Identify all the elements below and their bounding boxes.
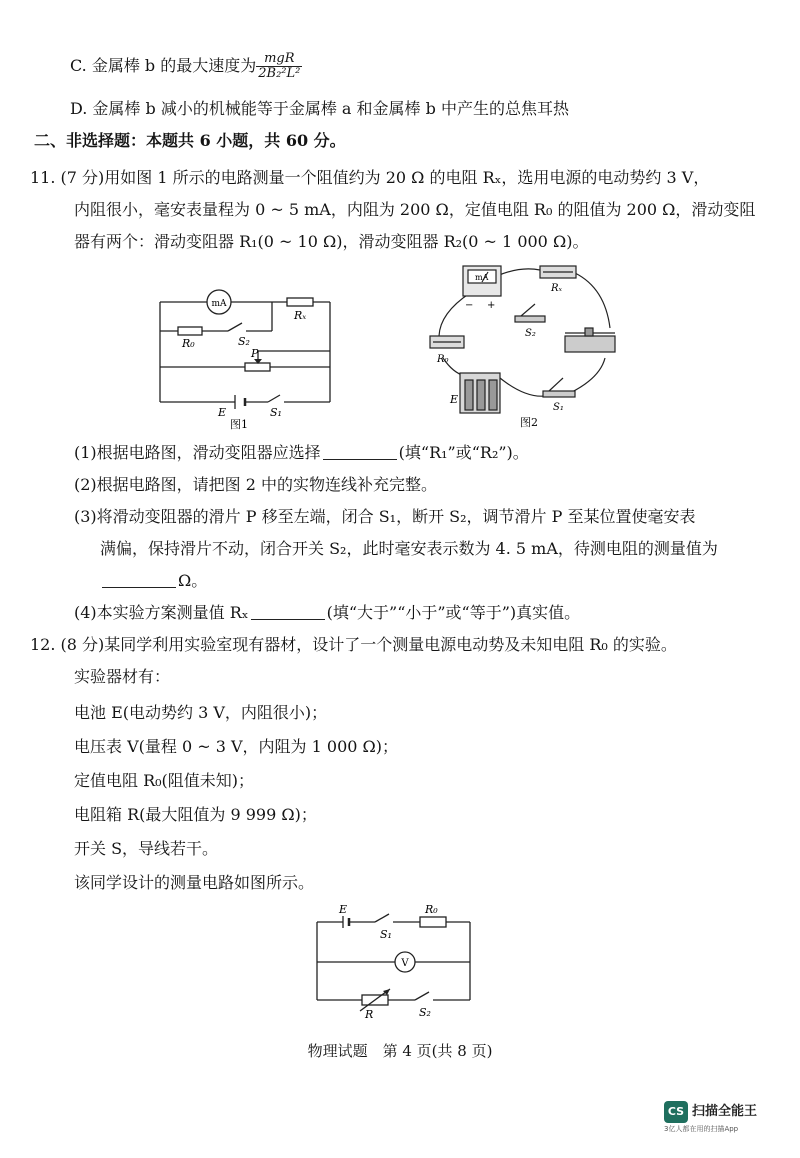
- scanner-watermark: [640, 1099, 770, 1139]
- slider-p-label: P: [251, 347, 259, 360]
- figure-1-circuit: [150, 285, 340, 430]
- fig2-r0-label: R₀: [437, 354, 449, 365]
- fig2-milliammeter-label: mA: [475, 273, 489, 282]
- sub1-text: (1)根据电路图，滑动变阻器应选择: [74, 443, 321, 462]
- fraction-denominator: 2B₂²L²: [258, 66, 301, 81]
- figure-2-apparatus: [425, 258, 640, 440]
- answer-blank-1[interactable]: [323, 443, 397, 460]
- fig2-s1-label: S₁: [553, 402, 564, 413]
- q11-line-3: 器有两个：滑动变阻器 R₁(0 ~ 10 Ω)，滑动变阻器 R₂(0 ~ 1 000 Ω)。: [74, 232, 589, 251]
- sub4-hint: (填“大于”“小于”或“等于”)真实值。: [326, 603, 581, 622]
- option-d: D. 金属棒 b 减小的机械能等于金属棒 a 和金属棒 b 中产生的总焦耳热: [70, 99, 569, 118]
- sub4-text: (4)本实验方案测量值 Rₓ: [74, 603, 249, 622]
- q12-e-label: E: [339, 903, 348, 916]
- q12-line-3: 电池 E(电动势约 3 V，内阻很小)；: [74, 703, 328, 722]
- q12-line-8: 该同学设计的测量电路如图所示。: [74, 873, 315, 892]
- option-c: [70, 52, 302, 81]
- answer-blank-3[interactable]: [102, 571, 176, 588]
- q12-line-7: 开关 S，导线若干。: [74, 839, 219, 858]
- answer-blank-4[interactable]: [251, 603, 325, 620]
- scanner-tagline: 3亿人都在用的扫描App: [664, 1125, 739, 1133]
- q12-r-label: R: [365, 1008, 374, 1020]
- option-c-text: C. 金属棒 b 的最大速度为: [70, 56, 257, 75]
- max-speed-fraction: [256, 52, 302, 81]
- figure-2-caption: 图2: [520, 416, 538, 429]
- e-label: E: [218, 406, 227, 419]
- q12-r0-label: R₀: [425, 903, 438, 916]
- fig2-plus-label: +: [487, 300, 496, 311]
- q11-line-2: 内阻很小，毫安表量程为 0 ~ 5 mA，内阻为 200 Ω，定值电阻 R₀ 的阻值为 200 Ω，滑动变阻: [74, 200, 756, 219]
- milliammeter-label: mA: [211, 299, 227, 309]
- fig2-rx-label: Rₓ: [551, 283, 563, 294]
- q11-sub-3-line-1: (3)将滑动变阻器的滑片 P 移至左端，闭合 S₁，断开 S₂，调节滑片 P 至某位置使毫安表: [74, 507, 696, 526]
- fig2-e-label: E: [450, 393, 459, 406]
- rx-label: Rₓ: [294, 309, 307, 322]
- voltmeter-label: V: [401, 958, 409, 969]
- q12-line-6: 电阻箱 R(最大阻值为 9 999 Ω)；: [74, 805, 317, 824]
- q11-sub-3-line-2: 满偏，保持滑片不动，闭合开关 S₂，此时毫安表示数为 4. 5 mA，待测电阻的测量值为: [100, 539, 718, 558]
- q12-s2-label: S₂: [419, 1006, 431, 1019]
- scanner-app-name: 扫描全能王: [692, 1104, 758, 1119]
- ohm-unit: Ω。: [178, 571, 208, 590]
- q11-line-1: 11. (7 分)用如图 1 所示的电路测量一个阻值约为 20 Ω 的电阻 Rₓ，选用电源的电动势约 3 V，: [30, 168, 710, 187]
- s2-label: S₂: [238, 335, 250, 348]
- section-title: 二、非选择题：本题共 6 小题，共 60 分。: [34, 131, 346, 150]
- sub1-hint: (填“R₁”或“R₂”)。: [398, 443, 529, 462]
- fraction-numerator: mgR: [256, 52, 302, 67]
- s1-label: S₁: [270, 406, 282, 419]
- q12-circuit: [305, 900, 485, 1020]
- q12-s1-label: S₁: [380, 928, 392, 941]
- q11-sub-4: [74, 602, 580, 624]
- fig2-s2-label: S₂: [525, 328, 536, 339]
- q11-sub-3-line-3: [100, 570, 207, 592]
- q12-line-4: 电压表 V(量程 0 ~ 3 V，内阻为 1 000 Ω)；: [74, 737, 399, 756]
- q11-sub-1: [74, 442, 529, 464]
- q11-sub-2: (2)根据电路图，请把图 2 中的实物连线补充完整。: [74, 475, 438, 494]
- q12-line-5: 定值电阻 R₀(阻值未知)；: [74, 771, 255, 790]
- page-footer: 物理试题 第 4 页(共 8 页): [307, 1042, 493, 1060]
- camscanner-logo-icon: CS: [664, 1101, 688, 1123]
- q12-line-2: 实验器材有：: [74, 667, 171, 686]
- q12-line-1: 12. (8 分)某同学利用实验室现有器材，设计了一个测量电源电动势及未知电阻 R₀ 的实验。: [30, 635, 677, 654]
- figure-1-caption: 图1: [230, 418, 248, 430]
- fig2-minus-label: −: [465, 300, 474, 311]
- r0-label: R₀: [182, 337, 195, 350]
